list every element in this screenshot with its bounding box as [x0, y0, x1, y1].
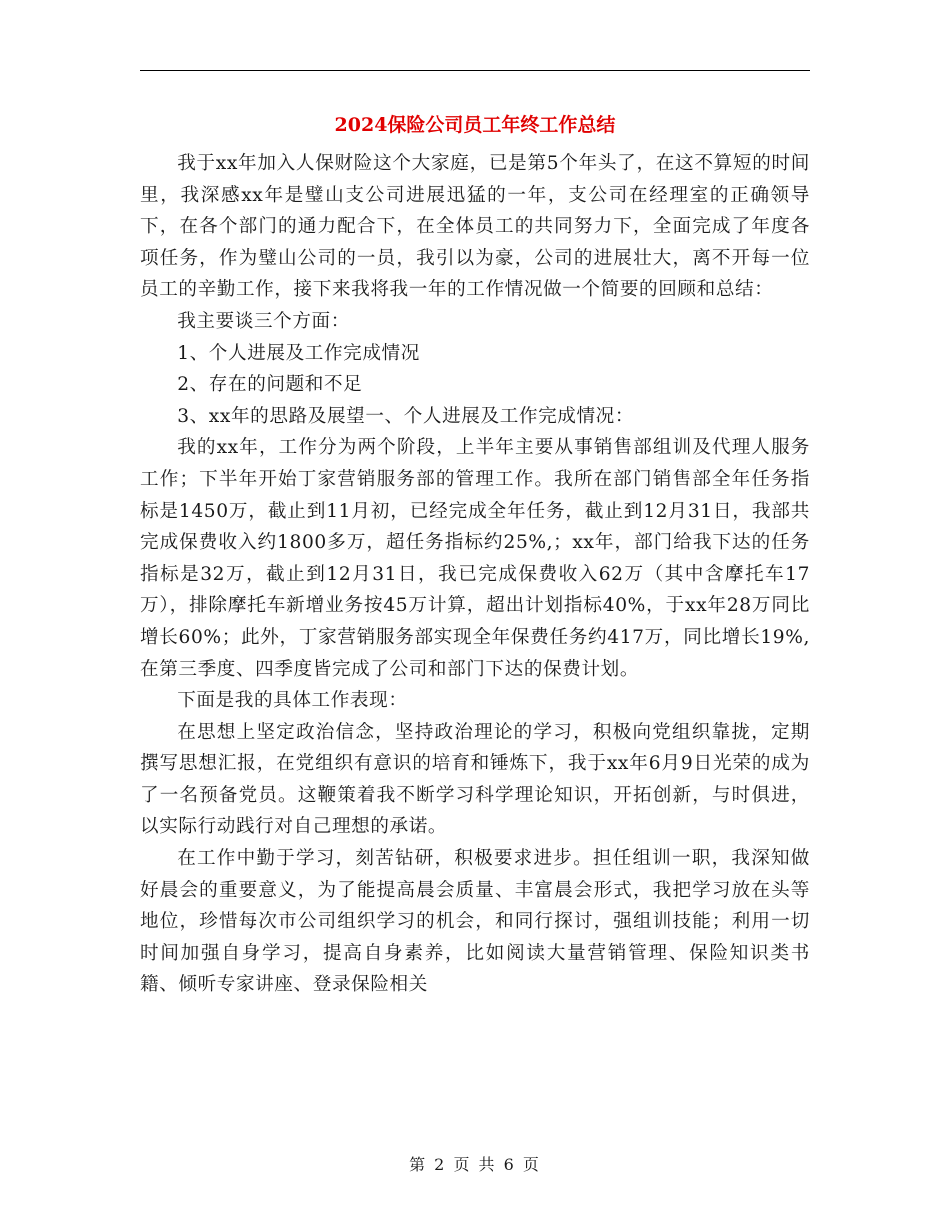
- paragraph: 3、xx年的思路及展望一、个人进展及工作完成情况：: [177, 405, 635, 427]
- paragraph: 2、存在的问题和不足: [177, 374, 363, 396]
- document-body: [140, 148, 810, 1001]
- paragraph: 我的xx年，工作分为两个阶段，上半年主要从事销售部组训及代理人服务工作；下半年开始丁家营销服务部的管理工作。我所在部门销售部全年任务指标是1450万，截止到11月初，已经完成全年任务，截止到12月31日，我部共完成保费收入约1800多万，超任务指标约25%,；xx年，部门给我下达的任务指标是32万，截止到12月31日，我已完成保费收入62万（其中含摩托车17万），排除摩托车新增业务按45万计算，超出计划指标40%，于xx年28万同比增长60%；此外，丁家营销服务部实现全年保费任务约417万，同比增长19%,在第三季度、四季度皆完成了公司和部门下达的保费计划。: [140, 437, 810, 680]
- paragraph: 我于xx年加入人保财险这个大家庭，已是第5个年头了，在这不算短的时间里，我深感xx年是璧山支公司进展迅猛的一年，支公司在经理室的正确领导下，在各个部门的通力配合下，在全体员工的共同努力下，全面完成了年度各项任务，作为璧山公司的一员，我引以为豪，公司的进展壮大，离不开每一位员工的辛勤工作，接下来我将我一年的工作情况做一个简要的回顾和总结：: [140, 153, 810, 301]
- page-number-footer: 第 2 页 共 6 页: [409, 1155, 541, 1174]
- paragraph: 我主要谈三个方面：: [177, 310, 350, 332]
- paragraph: 1、个人进展及工作完成情况: [177, 342, 420, 364]
- paragraph: 在工作中勤于学习，刻苦钻研，积极要求进步。担任组训一职，我深知做好晨会的重要意义，为了能提高晨会质量、丰富晨会形式，我把学习放在头等地位，珍惜每次市公司组织学习的机会，和同行探讨，强组训技能；利用一切时间加强自身学习，提高自身素养，比如阅读大量营销管理、保险知识类书籍、倾听专家讲座、登录保险相关: [140, 848, 810, 996]
- document-title: 2024保险公司员工年终工作总结: [334, 114, 616, 136]
- paragraph: 下面是我的具体工作表现：: [177, 690, 408, 712]
- paragraph: 在思想上坚定政治信念，坚持政治理论的学习，积极向党组织靠拢，定期撰写思想汇报，在党组织有意识的培育和锤炼下，我于xx年6月9日光荣的成为了一名预备党员。这鞭策着我不断学习科学理论知识，开拓创新，与时俱进，以实际行动践行对自己理想的承诺。: [140, 721, 810, 838]
- header-rule: [140, 70, 810, 71]
